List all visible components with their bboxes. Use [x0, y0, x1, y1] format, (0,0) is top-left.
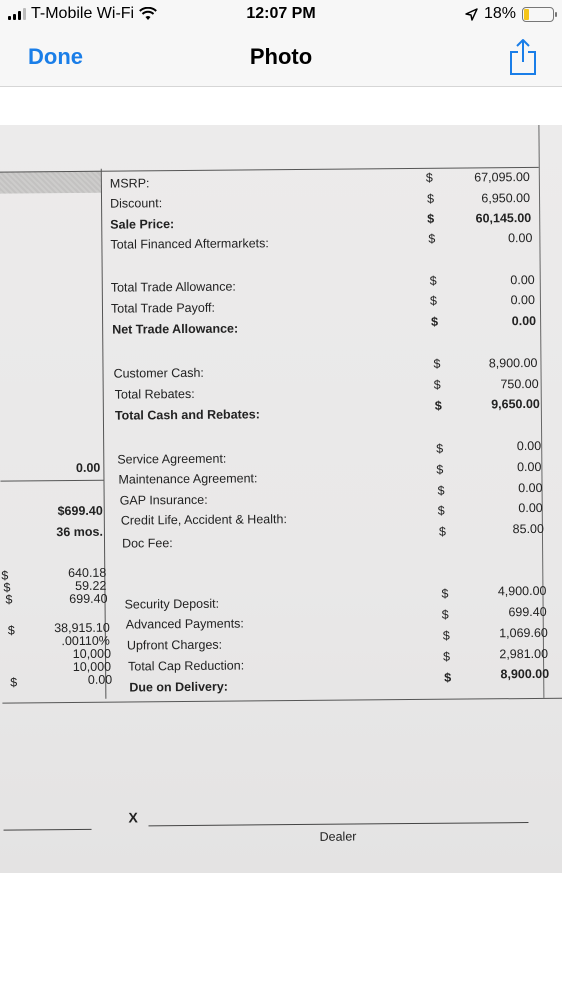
breakdown-value-2: 59.22 — [75, 578, 107, 593]
discount-dollar: $ — [426, 191, 435, 206]
credit-life-dollar: $ — [437, 503, 445, 518]
cap-dollar-2: $ — [10, 675, 18, 690]
sale-price-label: Sale Price: — [110, 217, 175, 232]
page-title: Photo — [249, 44, 313, 69]
service-agreement-label: Service Agreement: — [117, 451, 227, 467]
customer-cash-dollar: $ — [433, 356, 441, 371]
cap-value-1: 38,915.10 — [54, 620, 110, 636]
breakdown-dollar-3: $ — [5, 592, 13, 607]
total-cash-rebates-dollar: $ — [434, 398, 442, 413]
financed-aftermarkets-value: 0.00 — [507, 230, 533, 246]
due-on-delivery-dollar: $ — [444, 670, 452, 685]
total-cash-rebates-label: Total Cash and Rebates: — [114, 407, 260, 423]
left-rule — [0, 480, 103, 482]
security-deposit-dollar: $ — [441, 586, 449, 601]
upfront-charges-label: Upfront Charges: — [126, 637, 223, 653]
breakdown-value-3: 699.40 — [69, 591, 108, 607]
column-divider — [101, 169, 107, 699]
cap-dollar-1: $ — [7, 623, 15, 638]
trade-payoff-value: 0.00 — [510, 292, 535, 308]
share-icon[interactable] — [508, 38, 538, 76]
msrp-label: MSRP: — [109, 176, 150, 191]
signature-line-left — [4, 829, 92, 831]
security-deposit-value: 4,900.00 — [497, 583, 547, 599]
service-agreement-value: 0.00 — [516, 438, 542, 454]
trade-allowance-value: 0.00 — [510, 272, 535, 288]
maintenance-agreement-dollar: $ — [436, 462, 444, 477]
net-trade-value: 0.00 — [511, 313, 537, 329]
gap-insurance-value: 0.00 — [518, 480, 543, 496]
customer-cash-label: Customer Cash: — [113, 365, 204, 381]
upfront-charges-dollar: $ — [442, 628, 450, 643]
lease-term: 36 mos. — [56, 524, 103, 540]
trade-payoff-dollar: $ — [429, 293, 437, 308]
photo-view[interactable] — [0, 125, 562, 873]
financed-aftermarkets-dollar: $ — [428, 231, 436, 246]
cap-value-5: 0.00 — [87, 672, 113, 687]
sale-price-dollar: $ — [427, 211, 435, 226]
advanced-payments-value: 699.40 — [508, 604, 547, 620]
status-bar — [0, 0, 562, 30]
cap-value-4: 10,000 — [72, 659, 112, 674]
trade-allowance-dollar: $ — [429, 273, 437, 288]
total-cap-reduction-value: 2,981.00 — [499, 646, 549, 662]
discount-label: Discount: — [110, 196, 163, 211]
cap-value-3: 10,000 — [72, 646, 112, 661]
breakdown-value-1: 640.18 — [67, 565, 107, 581]
gap-insurance-dollar: $ — [437, 483, 445, 498]
signature-x-mark: X — [128, 809, 138, 826]
credit-life-value: 0.00 — [518, 500, 543, 516]
total-cap-reduction-dollar: $ — [442, 649, 451, 664]
total-rebates-value: 750.00 — [500, 376, 539, 392]
financed-aftermarkets-label: Total Financed Aftermarkets: — [110, 236, 269, 252]
breakdown-dollar-1: $ — [1, 568, 9, 583]
status-right — [465, 5, 554, 23]
upfront-charges-value: 1,069.60 — [499, 625, 548, 641]
navigation-bar — [0, 30, 562, 87]
battery-icon — [522, 7, 554, 22]
advanced-payments-dollar: $ — [441, 607, 449, 622]
security-deposit-label: Security Deposit: — [124, 596, 220, 612]
service-agreement-dollar: $ — [436, 441, 444, 456]
lease-worksheet — [0, 125, 562, 873]
carrier-label: T-Mobile Wi-Fi — [31, 5, 135, 22]
trade-payoff-label: Total Trade Payoff: — [110, 300, 216, 316]
advanced-payments-label: Advanced Payments: — [125, 616, 244, 632]
location-icon — [465, 8, 478, 21]
doc-fee-label: Doc Fee: — [121, 536, 173, 551]
msrp-dollar: $ — [425, 170, 433, 185]
credit-life-label: Credit Life, Accident & Health: — [120, 512, 287, 528]
battery-percent: 18% — [483, 5, 516, 22]
maintenance-agreement-value: 0.00 — [516, 459, 542, 475]
total-rebates-dollar: $ — [433, 377, 441, 392]
maintenance-agreement-label: Maintenance Agreement: — [118, 471, 258, 487]
total-rebates-label: Total Rebates: — [114, 386, 195, 402]
total-cap-reduction-label: Total Cap Reduction: — [128, 658, 245, 674]
dealer-signature-line — [148, 822, 528, 826]
msrp-value: 67,095.00 — [474, 169, 530, 185]
due-on-delivery-value: 8,900.00 — [500, 666, 550, 682]
doc-fee-value: 85.00 — [512, 521, 544, 537]
cap-value-2: .00110% — [61, 633, 110, 649]
total-cash-rebates-value: 9,650.00 — [491, 396, 540, 412]
breakdown-dollar-2: $ — [3, 580, 11, 595]
gap-insurance-label: GAP Insurance: — [119, 492, 208, 508]
due-on-delivery-label: Due on Delivery: — [129, 679, 228, 695]
left-top-value: 0.00 — [75, 460, 101, 475]
dealer-label: Dealer — [319, 829, 357, 844]
net-trade-dollar: $ — [431, 314, 439, 329]
net-trade-label: Net Trade Allowance: — [112, 321, 239, 337]
bottom-rule — [2, 698, 562, 704]
monthly-payment: $699.40 — [57, 503, 103, 519]
trade-allowance-label: Total Trade Allowance: — [110, 279, 236, 295]
status-time: 12:07 PM — [246, 5, 316, 22]
sale-price-value: 60,145.00 — [475, 210, 532, 226]
customer-cash-value: 8,900.00 — [488, 355, 538, 371]
shaded-header-cell — [0, 171, 101, 194]
doc-fee-dollar: $ — [438, 524, 446, 539]
done-button[interactable]: Done — [28, 44, 83, 69]
discount-value: 6,950.00 — [481, 190, 531, 206]
